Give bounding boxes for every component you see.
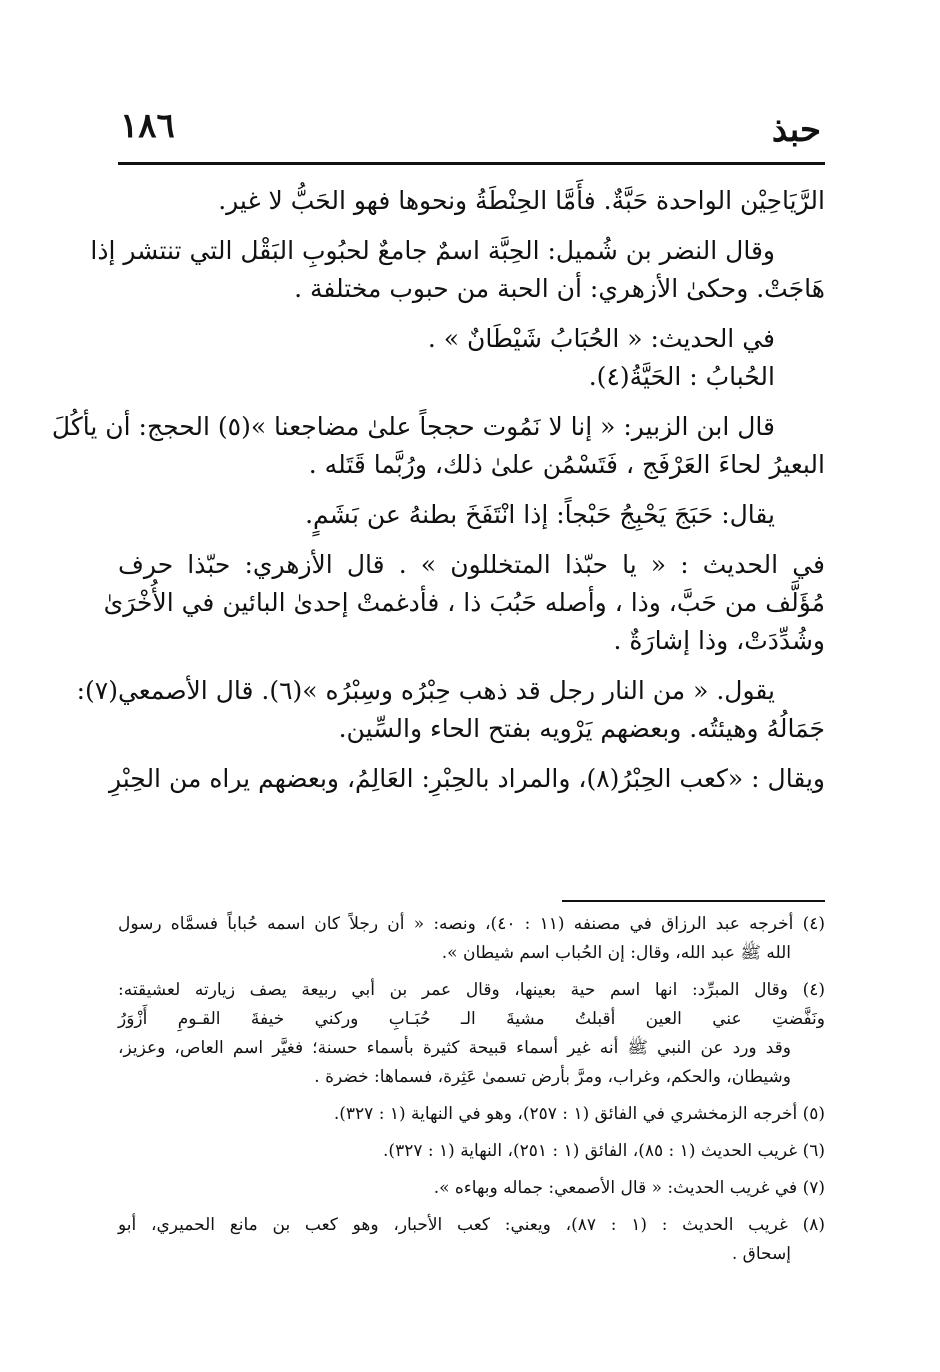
page-header [118, 100, 823, 160]
footnote-line: (٤) أخرجه عبد الرزاق في مصنفه (١١ : ٤٠)، ونصه: « أن رجلاً كان اسمه حُباباً فسمَّاه رسول [118, 914, 825, 934]
header-rule [118, 162, 825, 165]
text-line: وشُدِّدَتْ، وذا إشارَةٌ . [613, 626, 825, 655]
main-text [51, 182, 825, 810]
paragraph [76, 672, 825, 748]
text-line: البعيرُ لحاءَ العَرْفَج ، فَتَسْمُن علىٰ ذلك، ورُبَّما قَتَله . [308, 450, 825, 479]
text-line: مُؤَلَّف من حَبَّ، وذا ، وأصله حَبُبَ ذا ، فأدغمتْ إحدىٰ البائين في الأُخْرَىٰ [103, 588, 825, 617]
footnote-line: إسحاق . [731, 1244, 791, 1264]
running-head: حبذ [771, 110, 821, 150]
footnote-line: وقد ورد عن النبي ﷺ أنه غير أسماء قبيحة كثيرة بأسماء حسنة؛ فغيَّر اسم العاص، وعزيز، [118, 1038, 791, 1058]
text-line: ويقال : «كعب الحِبْرُ(٨)، والمراد بالحِبْرِ: العَالِمُ، وبعضهم يراه من الحِبْرِ [108, 764, 825, 793]
footnote-line: (٤) وقال المبرِّد: انها اسم حية بعينها، وقال عمر بن أبي ربيعة يصف زيارته لعشيقته: [118, 980, 825, 1000]
paragraph [90, 232, 825, 308]
footnote [118, 1100, 825, 1129]
text-line: قال ابن الزبير: « إنا لا نَمُوت حججاً علىٰ مضاجعنا »(٥) الحجج: أن يأكُلَ [51, 412, 775, 441]
paragraph [51, 408, 825, 484]
text-line: يقال: حَبَجَ يَحْبِجُ حَبْجاً: إذا انْتَفَخَ بطنهُ عن بَشَمٍ. [305, 500, 775, 529]
text-line: الحُبابُ : الحَيَّةُ(٤). [588, 362, 775, 391]
text-line: هَاجَتْ. وحكىٰ الأزهري: أن الحبة من حبوب مختلفة . [294, 274, 825, 303]
paragraph [118, 182, 825, 220]
paragraph [108, 760, 825, 798]
footnote [118, 1137, 825, 1166]
text-line: في الحديث : « يا حبّذا المتخللون » . قال الأزهري: حبّذا حرف [118, 550, 825, 579]
footnote [118, 1211, 825, 1269]
page-number: ١٨٦ [120, 106, 175, 146]
footnote-line: الله ﷺ عبد الله، وقال: إن الحُباب اسم شيطان ». [441, 943, 791, 963]
text-line: يقول. « من النار رجل قد ذهب حِبْرُه وسِبْرُه »(٦). قال الأصمعي(٧): [76, 676, 775, 705]
paragraph [118, 496, 825, 534]
footnote-rule [562, 900, 825, 902]
footnote [118, 976, 825, 1092]
footnote [118, 910, 825, 968]
footnote [118, 1174, 825, 1203]
footnotes [118, 910, 825, 1277]
text-line: في الحديث: « الحُبَابُ شَيْطَانٌ » . [427, 324, 775, 353]
footnote-line: (٧) في غريب الحديث: « قال الأصمعي: جماله وبهاءه ». [433, 1178, 825, 1198]
paragraph [103, 546, 825, 660]
text-line: جَمَالُهُ وهيئتُه. وبعضهم يَرْويه بفتح الحاء والسِّين. [338, 714, 825, 743]
footnote-line: (٨) غريب الحديث : (١ : ٨٧)، ويعني: كعب الأحبار، وهو كعب بن مانع الحميري، أبو [118, 1215, 825, 1235]
footnote-line: (٥) أخرجه الزمخشري في الفائق (١ : ٢٥٧)، وهو في النهاية (١ : ٣٢٧). [333, 1104, 825, 1124]
paragraph [118, 320, 825, 396]
footnote-line: وشيطان، والحكم، وغراب، ومرَّ بأرض تسمىٰ عَثِرة، فسماها: خضرة . [314, 1067, 791, 1087]
footnote-line: (٦) غريب الحديث (١ : ٨٥)، الفائق (١ : ٢٥١)، النهاية (١ : ٣٢٧). [383, 1141, 825, 1161]
poetry-verse: ونَفَّضتِ عني العين أقبلتُ مشيةَ الـ حُبَـابِ وركني خيفةَ القـومِ أَزْوَرُ [118, 1009, 825, 1029]
text-line: الرَّيَاحِيْن الواحدة حَبَّةٌ. فأَمَّا الحِنْطَةُ ونحوها فهو الحَبُّ لا غير. [218, 186, 825, 215]
text-line: وقال النضر بن شُميل: الحِبَّة اسمٌ جامعٌ لحبُوبِ البَقْل التي تنتشر إذا [90, 236, 775, 265]
